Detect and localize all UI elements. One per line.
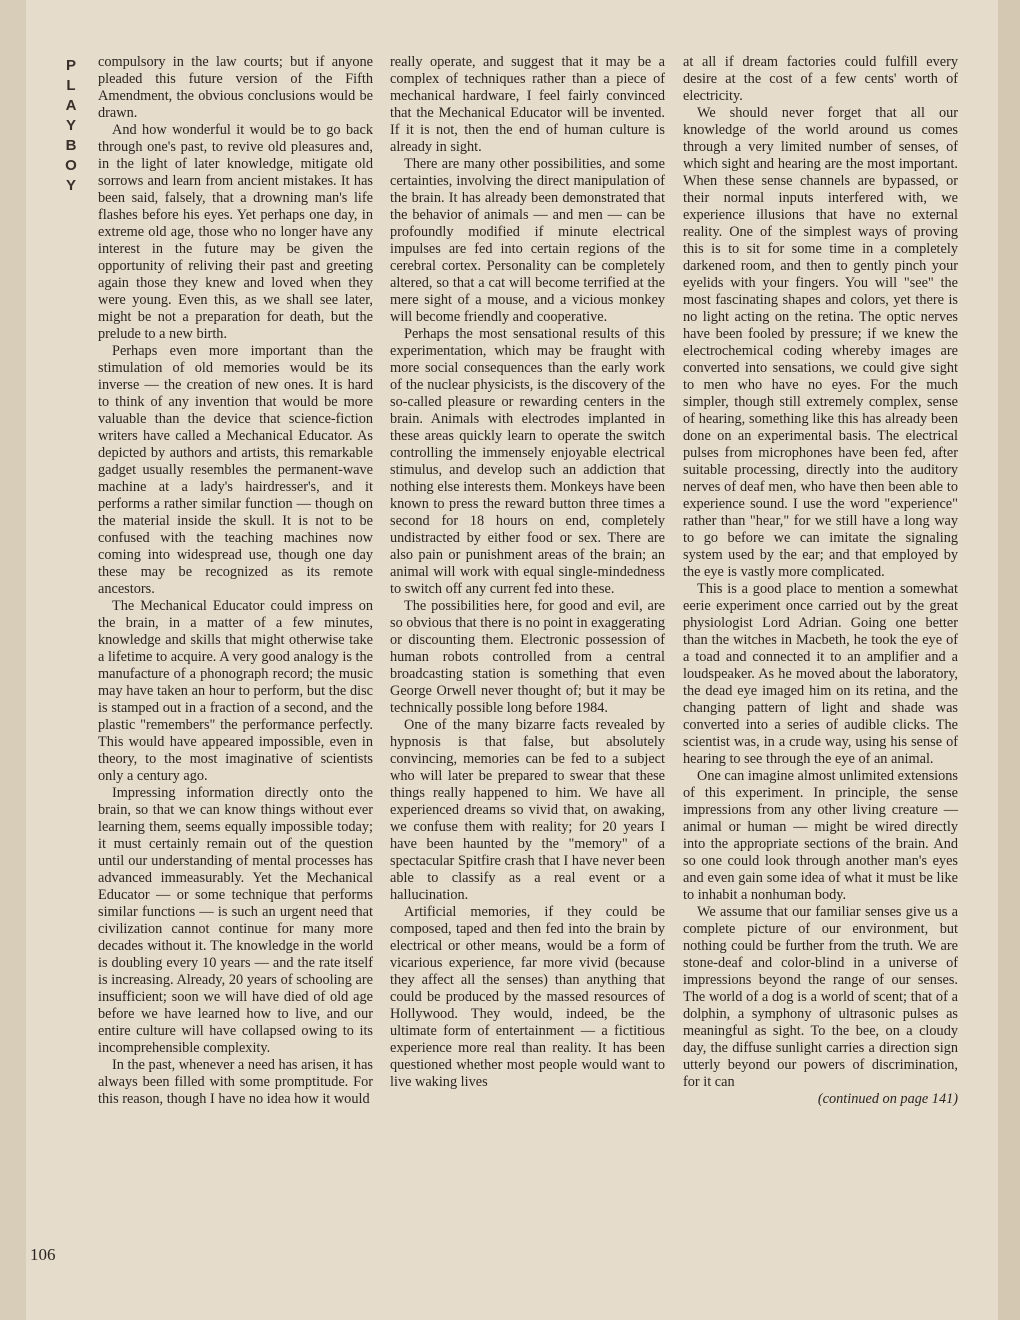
masthead-logo xyxy=(60,56,82,196)
paragraph: We should never forget that all our knowledge of the world around us comes through a very limited number of senses, of which sight and hearing are the most important. When these sense channels are bypassed, or their normal inputs interfered with, we experience illusions that have no external reality. One of the simplest ways of proving this is to sit for some time in a completely darkened room, and then to gently pinch your eyelids with your fingers. You will "see" the most fascinating shapes and colors, yet there is no light acting on the retina. The optic nerves have been fooled by pressure; if we knew the electrochemical coding whereby images are converted into sensations, we could give sight to men who have no eyes. For the much simpler, though still extremely complex, sense of hearing, something like this has already been done on an experimental basis. The electrical pulses from microphones have been fed, after suitable processing, directly into the auditory nerves of deaf men, who have then been able to experience sound. I use the word "experience" rather than "hear," for we still have a long way to go before we can imitate the signaling system used by the ear; and that employed by the eye is vastly more complicated. xyxy=(683,105,958,580)
logo-letter: P xyxy=(65,57,76,74)
paragraph: There are many other possibilities, and some certainties, involving the direct manipulation of the brain. It has already been demonstrated that the behavior of animals — and men — can be profoundly modified if minute electrical impulses are fed into certain regions of the cerebral cortex. Personality can be completely altered, so that a cat will become terrified at the mere sight of a mouse, and a vicious monkey will become friendly and cooperative. xyxy=(390,156,665,325)
text-column-3 xyxy=(683,54,958,1108)
paragraph: In the past, whenever a need has arisen, it has always been filled with some promptitude. For this reason, though I have no idea how it would xyxy=(98,1057,373,1107)
page-number: 106 xyxy=(30,1245,56,1264)
logo-letter: Y xyxy=(65,117,76,134)
logo-letter: A xyxy=(65,97,77,114)
paragraph: Perhaps the most sensational results of this experimentation, which may be fraught with more social consequences than the early work of the nuclear physicists, is the discovery of the so-called pleasure or rewarding centers in the brain. Animals with electrodes implanted in these areas quickly learn to operate the switch controlling the immensely enjoyable electrical stimulus, and develop such an addiction that nothing else interests them. Monkeys have been known to press the reward button three times a second for 18 hours on end, completely undistracted by either food or sex. There are also pain or punishment areas of the brain; an animal will work with equal single-mindedness to switch off any current fed into these. xyxy=(390,326,665,597)
text-column-1 xyxy=(98,54,373,1108)
continued-notice: (continued on page 141) xyxy=(817,1091,958,1107)
logo-letter: Y xyxy=(65,177,76,194)
paragraph: Perhaps even more important than the stimulation of old memories would be its inverse — the creation of new ones. It is hard to think of any invention that would be more valuable than the device that science-fiction writers have called a Mechanical Educator. As depicted by authors and artists, this remarkable gadget usually resembles the permanent-wave machine at a lady's hairdresser's, and it performs a rather similar function — though on the material inside the skull. It is not to be confused with the teaching machines now coming into widespread use, though one day these may be recognized as its remote ancestors. xyxy=(98,343,373,597)
text-column-2 xyxy=(390,54,665,1091)
page-edge xyxy=(998,0,1020,1320)
paragraph: The Mechanical Educator could impress on the brain, in a matter of a few minutes, knowledge and skills that might otherwise take a lifetime to acquire. A very good analogy is the manufacture of a phonograph record; the music may have taken an hour to perform, but the disc is stamped out in a fraction of a second, and the plastic "remembers" the performance perfectly. This would have appeared impossible, even in theory, to the most imaginative of scientists only a century ago. xyxy=(98,598,373,784)
paragraph: And how wonderful it would be to go back through one's past, to revive old pleasures and, in the light of later knowledge, mitigate old sorrows and learn from ancient mistakes. It has been said, falsely, that a drowning man's life flashes before his eyes. Yet perhaps one day, in extreme old age, those who no longer have any interest in the future may be given the opportunity of reliving their past and greeting again those they knew and loved when they were young. Even this, as we shall see later, might be not a preparation for death, but the prelude to a new birth. xyxy=(98,122,373,342)
paragraph: One can imagine almost unlimited extensions of this experiment. In principle, the sense impressions from any other living creature — animal or human — might be wired directly into the appropriate sections of the brain. And so one could look through another man's eyes and even gain some idea of what it must be like to inhabit a nonhuman body. xyxy=(683,768,958,903)
paragraph: Artificial memories, if they could be composed, taped and then fed into the brain by electrical or other means, would be a form of vicarious experience, far more vivid (because they affect all the senses) than anything that could be produced by the massed resources of Hollywood. They would, indeed, be the ultimate form of entertainment — a fictitious experience more real than reality. It has been questioned whether most people would want to live waking lives xyxy=(390,904,665,1090)
paragraph: compulsory in the law courts; but if anyone pleaded this future version of the Fifth Amendment, the obvious conclusions would be drawn. xyxy=(98,54,373,121)
paragraph: Impressing information directly onto the brain, so that we can know things without ever learning them, seems equally impossible today; it must certainly remain out of the question until our understanding of mental processes has advanced immeasurably. Yet the Mechanical Educator — or some technique that performs similar functions — is such an urgent need that civilization cannot continue for many more decades without it. The knowledge in the world is doubling every 10 years — and the rate itself is increasing. Already, 20 years of schooling are insufficient; soon we will have died of old age before we have learned how to live, and our entire culture will have collapsed owing to its incomprehensible complexity. xyxy=(98,785,373,1056)
paragraph: at all if dream factories could fulfill every desire at the cost of a few cents' worth of electricity. xyxy=(683,54,958,104)
paragraph: One of the many bizarre facts revealed by hypnosis is that false, but absolutely convincing, memories can be fed to a subject who will later be prepared to swear that these things really happened to him. We have all experienced dreams so vivid that, on awaking, we confuse them with reality; for 20 years I have been haunted by the "memory" of a spectacular Spitfire crash that I have never been able to classify as a real event or a hallucination. xyxy=(390,717,665,903)
logo-letter: B xyxy=(65,137,77,154)
binding-gutter xyxy=(0,0,26,1320)
paragraph: This is a good place to mention a somewhat eerie experiment once carried out by the great physiologist Lord Adrian. Going one better than the witches in Macbeth, he took the eye of a toad and connected it to an amplifier and a loudspeaker. As he moved about the laboratory, the dead eye imaged him on its retina, and the changing pattern of light and shade was converted into a series of audible clicks. The scientist was, in a crude way, using his sense of hearing to see through the eye of an animal. xyxy=(683,581,958,767)
logo-letter: L xyxy=(66,77,76,94)
paragraph: We assume that our familiar senses give us a complete picture of our environment, but nothing could be further from the truth. We are stone-deaf and color-blind in a universe of impressions beyond the range of our senses. The world of a dog is a world of scent; that of a dolphin, a symphony of ultrasonic pulses as meaningful as sight. To the bee, on a cloudy day, the diffuse sunlight carries a direction sign utterly beyond our powers of discrimination, for it can xyxy=(683,904,958,1090)
logo-letter: O xyxy=(65,157,77,174)
paragraph: really operate, and suggest that it may be a complex of techniques rather than a piece of mechanical hardware, I feel fairly convinced that the Mechanical Educator will be invented. If it is not, then the end of human culture is already in sight. xyxy=(390,54,665,155)
paragraph: The possibilities here, for good and evil, are so obvious that there is no point in exaggerating or discounting them. Electronic possession of human robots controlled from a central broadcasting station is something that even George Orwell never thought of; but it may be technically possible long before 1984. xyxy=(390,598,665,716)
